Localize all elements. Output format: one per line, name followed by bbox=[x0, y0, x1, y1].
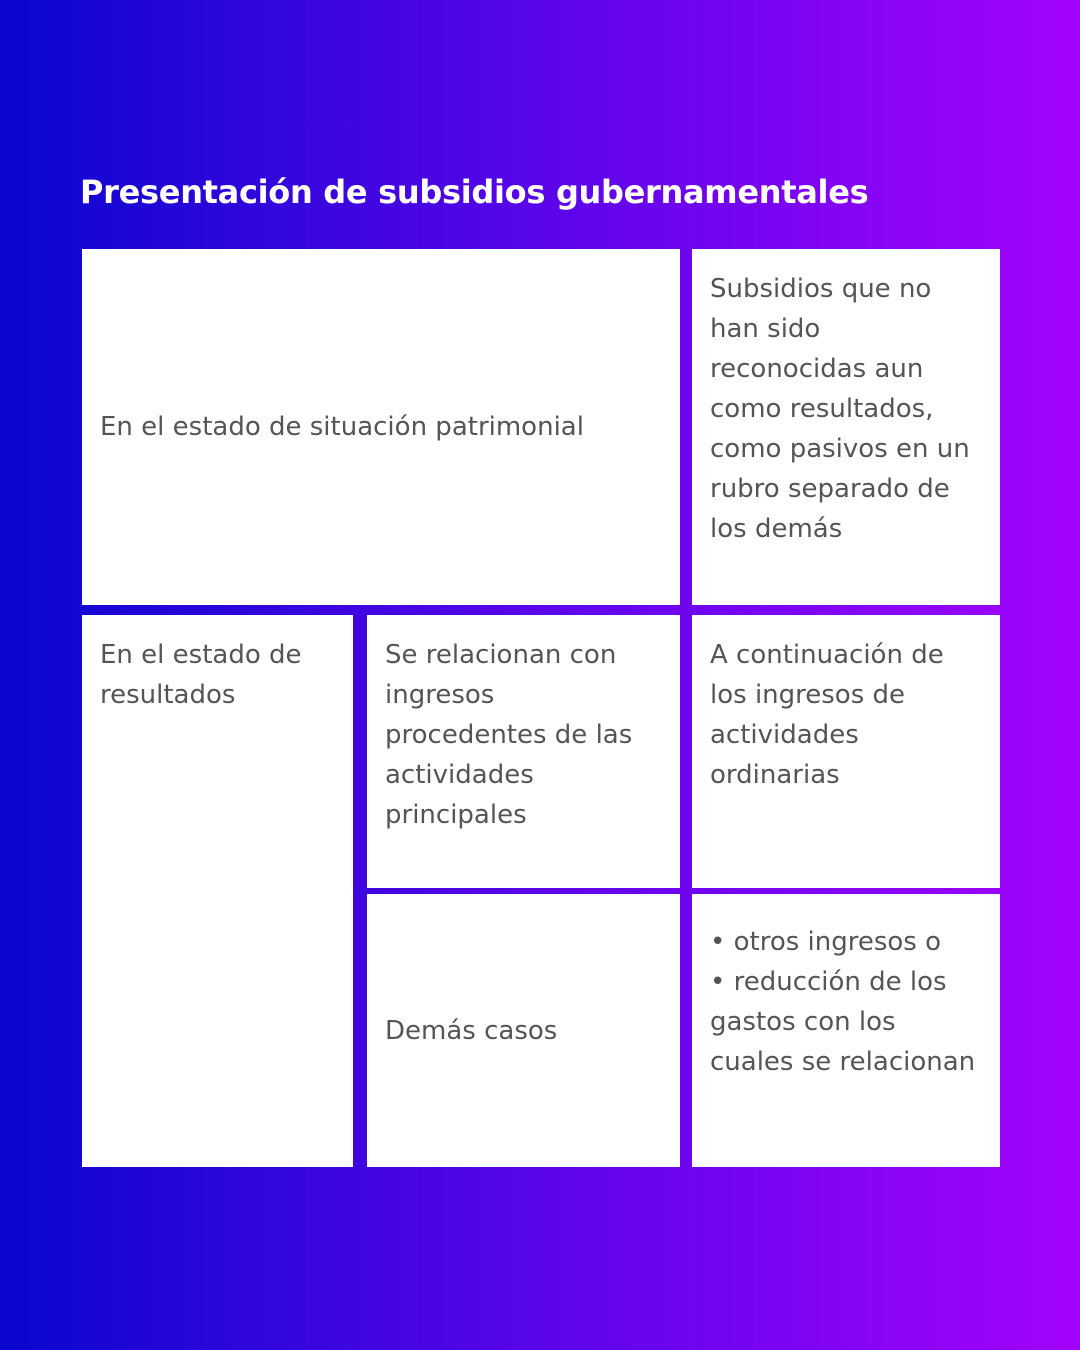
principal-activities-treatment-cell bbox=[692, 615, 1000, 888]
principal-activities-condition: Se relacionan con ingresos procedentes de las actividades principales bbox=[385, 640, 633, 830]
resultados-label: En el estado de resultados bbox=[100, 640, 302, 710]
other-cases-treatment-cell bbox=[692, 894, 1000, 1167]
other-cases-condition: Demás casos bbox=[385, 1015, 558, 1046]
patrimonial-treatment: Subsidios que no han sido reconocidas aun como resultados, como pasivos en un rubro separado de los demás bbox=[710, 274, 970, 544]
page-title: Presentación de subsidios gubernamentales bbox=[80, 173, 869, 211]
expense-reduction-bullet: • reducción de los gastos con los cuales se relacionan bbox=[710, 967, 976, 1077]
principal-activities-treatment: A continuación de los ingresos de actividades ordinarias bbox=[710, 640, 944, 790]
other-income-bullet: • otros ingresos o bbox=[710, 927, 942, 957]
patrimonial-label: En el estado de situación patrimonial bbox=[100, 412, 584, 442]
other-cases-condition-cell bbox=[367, 894, 680, 1167]
resultados-label-cell bbox=[82, 615, 353, 1167]
principal-activities-condition-cell bbox=[367, 615, 680, 888]
other-cases-treatment-list bbox=[710, 922, 982, 1082]
patrimonial-treatment-cell bbox=[692, 249, 1000, 605]
patrimonial-label-cell bbox=[82, 249, 680, 605]
